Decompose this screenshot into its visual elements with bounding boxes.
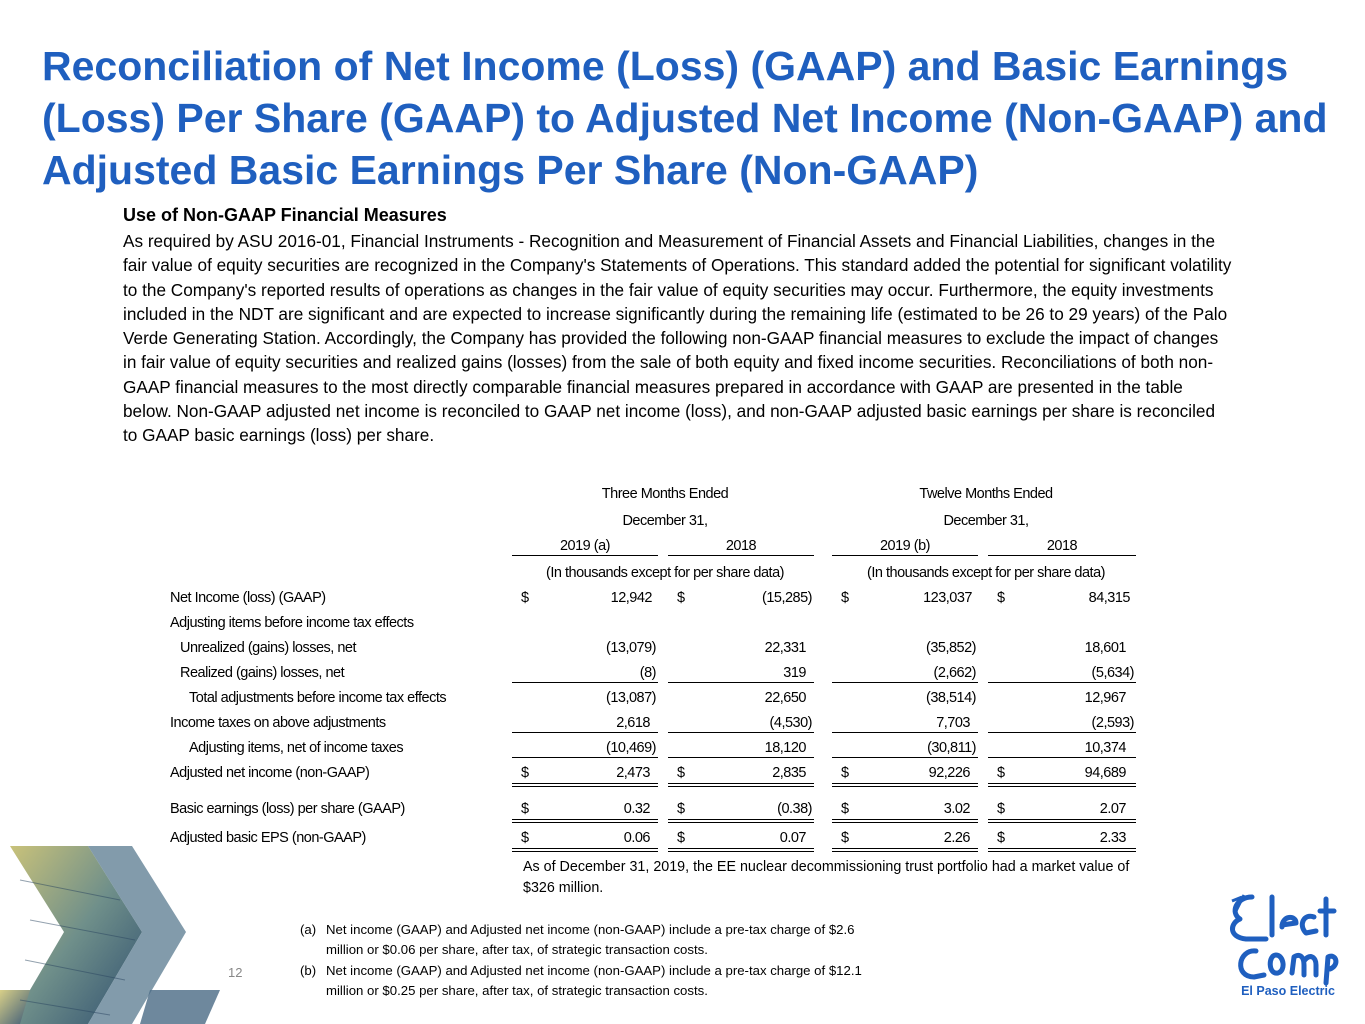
dollar-sign: $: [841, 801, 849, 817]
column-header-2018-twelve: 2018: [1046, 538, 1078, 554]
table-cell: 2.33: [1099, 830, 1126, 846]
dollar-sign: $: [997, 830, 1005, 846]
dollar-sign: $: [521, 765, 529, 781]
dollar-sign: $: [841, 765, 849, 781]
table-cell: 22,331: [764, 640, 806, 656]
solar-field-chevron-graphic: [0, 840, 250, 1024]
table-cell: 319: [783, 665, 806, 681]
dollar-sign: $: [521, 830, 529, 846]
footnote-text: million or $0.25 per share, after tax, of strategic transaction costs.: [326, 983, 708, 998]
group-header-three-months-date: December 31,: [622, 513, 708, 529]
footnote-a: [300, 920, 1000, 960]
dollar-sign: $: [997, 765, 1005, 781]
table-cell: 2,473: [616, 765, 650, 781]
table-cell: 3.02: [943, 801, 970, 817]
table-cell: (5,634): [1091, 665, 1134, 681]
row-label-total-adjustments: Total adjustments before income tax effects: [189, 690, 447, 706]
table-cell: (10,469): [605, 740, 656, 756]
logo-caption: El Paso Electric: [1241, 984, 1335, 998]
dollar-sign: $: [677, 830, 685, 846]
table-cell: (4,530): [769, 715, 812, 731]
table-cell: 94,689: [1084, 765, 1126, 781]
column-header-2018-three: 2018: [725, 538, 757, 554]
table-cell: 2,835: [772, 765, 806, 781]
dollar-sign: $: [841, 590, 849, 606]
table-cell: (0.38): [777, 801, 812, 817]
table-cell: 0.32: [623, 801, 650, 817]
row-label-income-taxes: Income taxes on above adjustments: [170, 715, 386, 731]
table-cell: (13,087): [605, 690, 656, 706]
footnote-b: [300, 961, 1000, 1001]
table-cell: 2.26: [943, 830, 970, 846]
dollar-sign: $: [521, 801, 529, 817]
footnote-label: (a): [300, 922, 317, 937]
row-label-adjusting-items: Adjusting items before income tax effects: [170, 615, 414, 631]
table-cell: 2,618: [616, 715, 650, 731]
row-label-realized: Realized (gains) losses, net: [180, 665, 345, 681]
footnote-label: (b): [300, 963, 317, 978]
page-number: 12: [228, 965, 243, 980]
table-cell: 0.06: [623, 830, 650, 846]
footnote-text: Net income (GAAP) and Adjusted net income (non-GAAP) include a pre-tax charge of $2.6: [326, 922, 855, 937]
the-electric-company-logo: [1222, 885, 1348, 1000]
table-cell: (35,852): [925, 640, 976, 656]
table-cell: 12,967: [1084, 690, 1126, 706]
dollar-sign: $: [677, 765, 685, 781]
footnote-text: Net income (GAAP) and Adjusted net income (non-GAAP) include a pre-tax charge of $12.1: [326, 963, 862, 978]
dollar-sign: $: [521, 590, 529, 606]
dollar-sign: $: [841, 830, 849, 846]
table-cell: 22,650: [764, 690, 806, 706]
column-header-2019-a: 2019 (a): [559, 538, 610, 554]
table-cell: (2,593): [1091, 715, 1134, 731]
ndt-market-value-note: As of December 31, 2019, the EE nuclear decommissioning trust portfolio had a market value of $326 million.: [523, 859, 1130, 896]
table-cell: (15,285): [761, 590, 812, 606]
page-title: Reconciliation of Net Income (Loss) (GAAP) and Basic Earnings (Loss) Per Share (GAAP) to Adjusted Net Income (Non-GAAP) and Adjusted Basic Earnings Per Share (Non-GAAP): [42, 43, 1328, 193]
row-label-basic-eps: Basic earnings (loss) per share (GAAP): [170, 801, 405, 817]
row-label-adjusted-net-income: Adjusted net income (non-GAAP): [170, 765, 370, 781]
table-cell: 92,226: [928, 765, 970, 781]
table-cell: 123,037: [923, 590, 972, 606]
row-label-net-income: Net Income (loss) (GAAP): [170, 590, 326, 606]
dollar-sign: $: [677, 590, 685, 606]
table-cell: 18,120: [764, 740, 806, 756]
table-cell: (13,079): [605, 640, 656, 656]
section-heading: Use of Non-GAAP Financial Measures: [123, 205, 447, 225]
units-label-twelve: (In thousands except for per share data): [867, 565, 1105, 581]
table-cell: (2,662): [933, 665, 976, 681]
dollar-sign: $: [997, 590, 1005, 606]
group-header-twelve-months-date: December 31,: [943, 513, 1029, 529]
table-cell: (38,514): [925, 690, 976, 706]
table-cell: 2.07: [1099, 801, 1126, 817]
table-cell: (30,811): [927, 740, 976, 756]
table-cell: 18,601: [1084, 640, 1126, 656]
intro-paragraph: As required by ASU 2016-01, Financial Instruments - Recognition and Measurement of Financial Assets and Financial Liabilities, changes in the fair value of equity securities are recognized in the Company's Statements of Operations. This standard added the potential for significant volatility to the Company's reported results of operations as changes in the fair value of equity securities may occur. Furthermore, the equity investments included in the NDT are significant and are expected to increase significantly during the remaining life (estimated to be 26 to 29 years) of the Palo Verde Generating Station. Accordingly, the Company has provided the following non-GAAP financial measures to exclude the impact of changes in fair value of equity securities and realized gains (losses) from the sale of both equity and fixed income securities. Reconciliations of both non-GAAP financial measures to the most directly comparable financial measures prepared in accordance with GAAP are presented in the table below. Non-GAAP adjusted net income is reconciled to GAAP net income (loss), and non-GAAP adjusted basic earnings per share is reconciled to GAAP basic earnings (loss) per share.: [123, 231, 1232, 446]
units-label-three: (In thousands except for per share data): [546, 565, 784, 581]
row-label-adjusting-net: Adjusting items, net of income taxes: [189, 740, 404, 756]
dollar-sign: $: [677, 801, 685, 817]
footnote-text: million or $0.06 per share, after tax, of strategic transaction costs.: [326, 942, 708, 957]
row-label-adjusted-eps: Adjusted basic EPS (non-GAAP): [170, 830, 366, 846]
table-cell: 84,315: [1088, 590, 1130, 606]
table-cell: 7,703: [936, 715, 970, 731]
table-cell: 0.07: [779, 830, 806, 846]
table-cell: 10,374: [1084, 740, 1126, 756]
group-header-three-months: Three Months Ended: [601, 486, 729, 502]
table-cell: 12,942: [610, 590, 652, 606]
group-header-twelve-months: Twelve Months Ended: [919, 486, 1053, 502]
table-cell: (8): [639, 665, 656, 681]
dollar-sign: $: [997, 801, 1005, 817]
column-header-2019-b: 2019 (b): [879, 538, 930, 554]
row-label-unrealized: Unrealized (gains) losses, net: [180, 640, 357, 656]
